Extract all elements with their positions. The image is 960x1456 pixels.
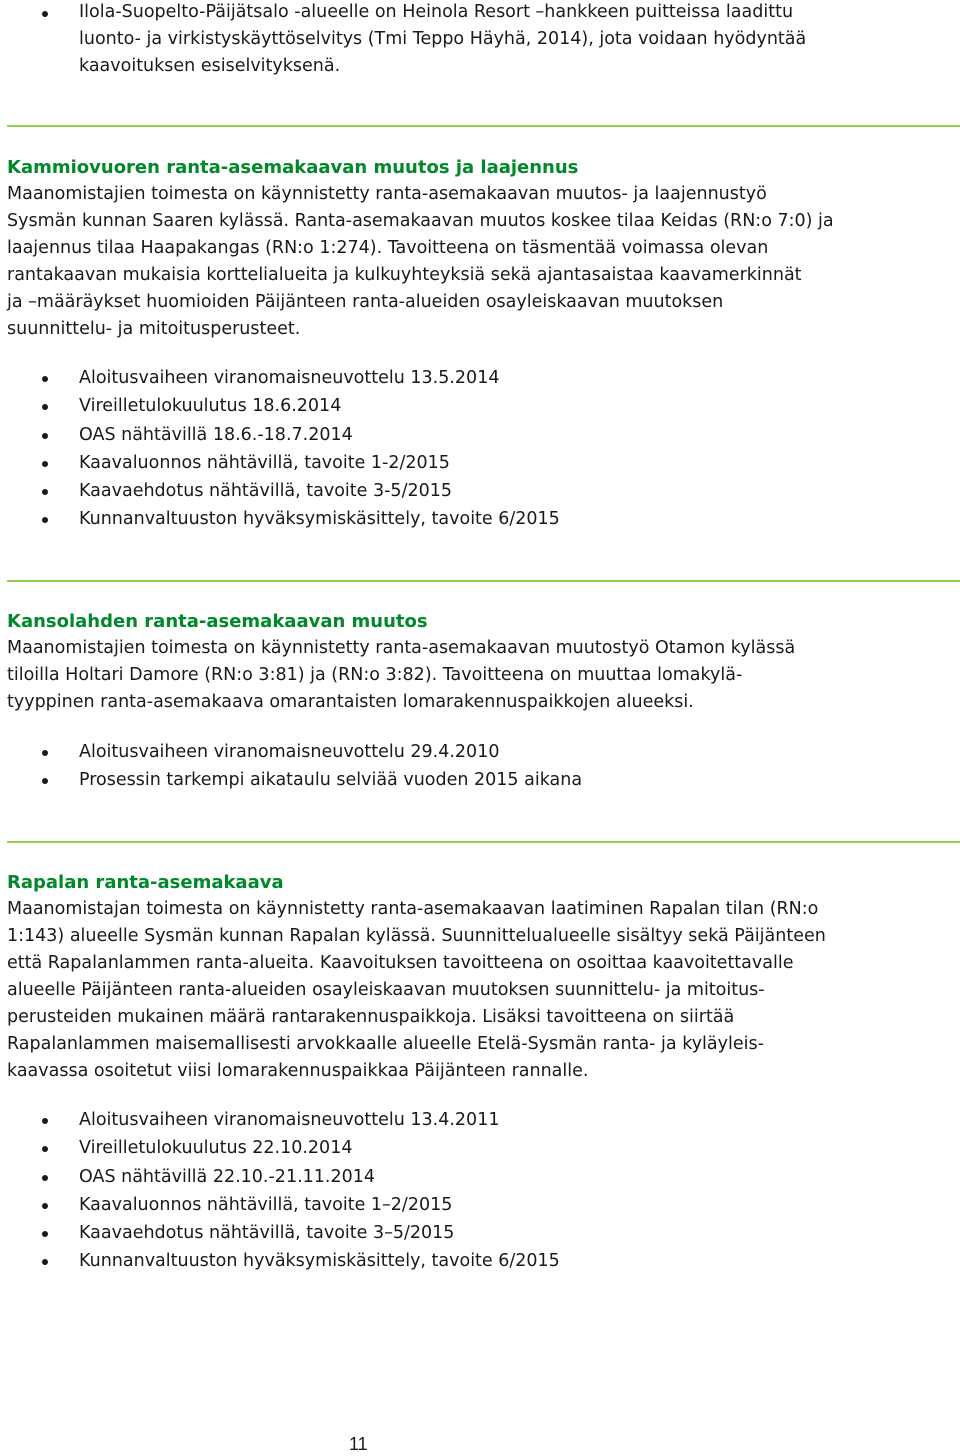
paragraph-line: rantakaavan mukaisia korttelialueita ja kulkuyhteyksiä sekä ajantasaistaa kaavamerkinnät [7, 265, 802, 285]
paragraph-line: kaavassa osoitetut viisi lomarakennuspaikkaa Päijänteen rannalle. [7, 1061, 589, 1081]
list-item: Aloitusvaiheen viranomaisneuvottelu 13.5.2014 [0, 364, 960, 392]
section-paragraph [7, 181, 900, 343]
paragraph-line: tiloilla Holtari Damore (RN:o 3:81) ja (RN:o 3:82). Tavoitteena on muuttaa lomakylä- [7, 665, 743, 685]
intro-list [0, 0, 960, 80]
list-item: Vireilletulokuulutus 22.10.2014 [0, 1134, 960, 1162]
section-title: Kammiovuoren ranta-asemakaavan muutos ja laajennus [7, 157, 579, 178]
paragraph-line: Rapalanlammen maisemallisesti arvokkaalle alueelle Etelä-Sysmän ranta- ja kyläyleis- [7, 1034, 764, 1054]
list-item [0, 0, 960, 80]
section-rapala [7, 869, 900, 1085]
section-divider [7, 125, 960, 127]
section-kansolahti [7, 608, 900, 716]
paragraph-line: että Rapalanlammen ranta-alueita. Kaavoituksen tavoitteena on osoittaa kaavoitettavalle [7, 953, 794, 973]
list-item: Prosessin tarkempi aikataulu selviää vuoden 2015 aikana [0, 766, 960, 794]
paragraph-line: laajennus tilaa Haapakangas (RN:o 1:274). Tavoitteena on täsmentää voimassa olevan [7, 238, 769, 258]
list-item: OAS nähtävillä 18.6.-18.7.2014 [0, 421, 960, 449]
paragraph-line: 1:143) alueelle Sysmän kunnan Rapalan kylässä. Suunnittelualueelle sisältyy sekä Päijänteen [7, 926, 826, 946]
list-item: Kaavaluonnos nähtävillä, tavoite 1-2/2015 [0, 449, 960, 477]
list-item: Kaavaluonnos nähtävillä, tavoite 1–2/2015 [0, 1191, 960, 1219]
paragraph-line: Sysmän kunnan Saaren kylässä. Ranta-asemakaavan muutos koskee tilaa Keidas (RN:o 7:0) ja [7, 211, 834, 231]
intro-line: kaavoituksen esiselvityksenä. [79, 56, 341, 76]
list-item: Aloitusvaiheen viranomaisneuvottelu 13.4.2011 [0, 1106, 960, 1134]
list-item: Kaavaehdotus nähtävillä, tavoite 3–5/2015 [0, 1219, 960, 1247]
paragraph-line: alueelle Päijänteen ranta-alueiden osayleiskaavan muutoksen suunnittelu- ja mitoitus- [7, 980, 765, 1000]
section-kammiovuori [7, 154, 900, 343]
section-bullet-list [0, 738, 960, 795]
paragraph-line: Maanomistajan toimesta on käynnistetty ranta-asemakaavan laatiminen Rapalan tilan (RN:o [7, 899, 819, 919]
paragraph-line: Maanomistajien toimesta on käynnistetty ranta-asemakaavan muutostyö Otamon kylässä [7, 638, 796, 658]
section-paragraph [7, 896, 900, 1085]
list-item: Vireilletulokuulutus 18.6.2014 [0, 392, 960, 420]
page-number: 11 [349, 1434, 368, 1454]
paragraph-line: ja –määräykset huomioiden Päijänteen ranta-alueiden osayleiskaavan muutoksen [7, 292, 724, 312]
intro-line: Ilola-Suopelto-Päijätsalo -alueelle on Heinola Resort –hankkeen puitteissa laadittu [79, 2, 794, 22]
intro-line: luonto- ja virkistyskäyttöselvitys (Tmi Teppo Häyhä, 2014), jota voidaan hyödyntää [79, 29, 807, 49]
list-item: Kunnanvaltuuston hyväksymiskäsittely, tavoite 6/2015 [0, 505, 960, 533]
section-title: Rapalan ranta-asemakaava [7, 872, 284, 893]
list-item: OAS nähtävillä 22.10.-21.11.2014 [0, 1163, 960, 1191]
paragraph-line: tyyppinen ranta-asemakaava omarantaisten lomarakennuspaikkojen alueeksi. [7, 692, 694, 712]
section-title: Kansolahden ranta-asemakaavan muutos [7, 611, 428, 632]
section-paragraph [7, 635, 900, 716]
section-divider [7, 580, 960, 582]
intro-bullet [0, 0, 960, 80]
section-bullet-list [0, 1106, 960, 1276]
section-divider [7, 841, 960, 843]
list-item: Aloitusvaiheen viranomaisneuvottelu 29.4.2010 [0, 738, 960, 766]
paragraph-line: suunnittelu- ja mitoitusperusteet. [7, 319, 301, 339]
section-bullet-list [0, 364, 960, 534]
list-item: Kaavaehdotus nähtävillä, tavoite 3-5/2015 [0, 477, 960, 505]
list-item: Kunnanvaltuuston hyväksymiskäsittely, tavoite 6/2015 [0, 1247, 960, 1275]
paragraph-line: perusteiden mukainen määrä rantarakennuspaikkoja. Lisäksi tavoitteena on siirtää [7, 1007, 735, 1027]
paragraph-line: Maanomistajien toimesta on käynnistetty ranta-asemakaavan muutos- ja laajennustyö [7, 184, 767, 204]
